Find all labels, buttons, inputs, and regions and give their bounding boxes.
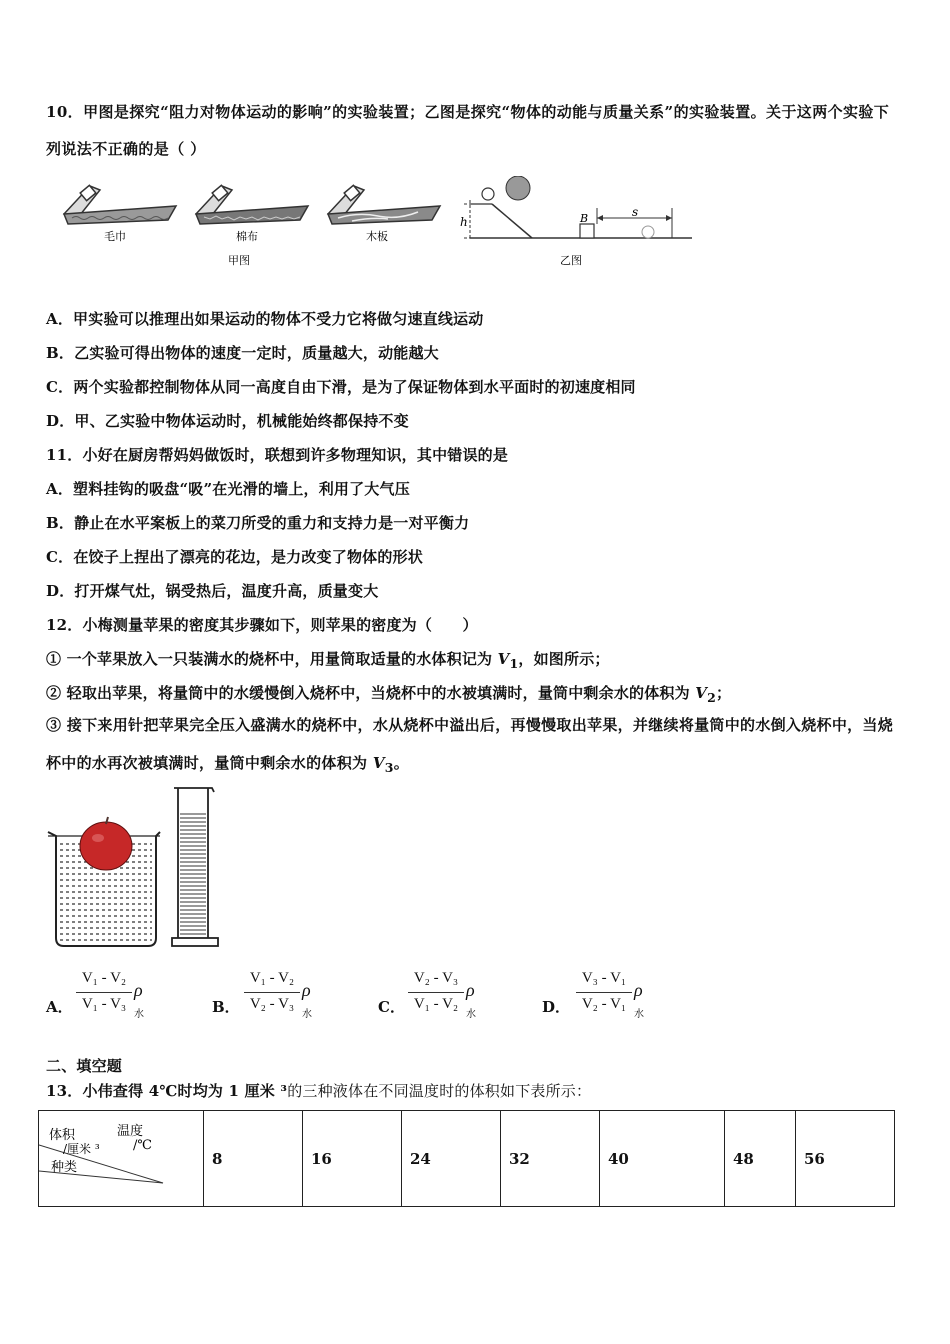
- corner-temp-unit: /℃: [133, 1138, 152, 1153]
- right-figure-caption: 乙图: [560, 254, 582, 267]
- temp-cell: 32: [501, 1111, 600, 1207]
- corner-temp-label: 温度: [117, 1124, 144, 1139]
- s-label: s: [632, 205, 639, 219]
- q10-option-a: A．甲实验可以推理出如果运动的物体不受力它将做匀速直线运动: [46, 310, 484, 328]
- graduated-cylinder-figure: [172, 788, 218, 946]
- q12-figure: [44, 784, 234, 952]
- document-page: 10．甲图是探究“阻力对物体运动的影响”的实验装置；乙图是探究“物体的动能与质量关系”的实验装置。关于这两个实验下列说法不正确的是（ ） 毛巾 棉布 木板 甲图 h s B 乙图 A．甲实验可以推理出如果运动的物体不受力它将做匀速直线运动 B．乙实验可得出物体的速度一定时，质量越大，动能越大 C．两个实验都控制物体从同一高度自由下滑，是为了保证物体到水平面时的初速度相同 D．甲、乙实验中物体运动时，机械能始终都保持不变 11．小好在厨房帮妈妈做饭时，联想到许多物理知识，其中错误的是 A．塑料挂钩的吸盘“吸”在光滑的墙上，利用了大气压 B．静止在水平案板上的菜刀所受的重力和支持力是一对平衡力 C．在饺子上捏出了漂亮的花边，是力改变了物体的形状 D．打开煤气灶，锅受热后，温度升高，质量变大 12．小梅测量苹果的密度其步骤如下，则苹果的密度为（ ） ① 一个苹果放入一只装满水的烧杯中，用量筒取适量的水体积记为 $V_1$，如图所示； ② 轻取出苹果，将量筒中的水缓慢倒入烧杯中，当烧杯中的水被填满时，量筒中剩余水的体积为 $V_2$； ③ 接下来用针把苹果完全压入盛满水的烧杯中，水从烧杯中溢出后，再慢慢取出苹果，并继续将量筒中的水倒入烧杯中，当烧杯中的水再次被填满时，量筒中剩余水的体积为 $V_3$。 A． V₁ - V₂ V₁ - V₃ ρ水 B． V₁ - V₂ V₂ - V₃ ρ水 C． V₂ - V₃ V₁ - V₂ ρ水 D． V₃ - V₁ V₂ - V₁ ρ水 二、填空题 13．小伟查得 4℃时均为 1 厘米 ³的三种液体在不同温度时的体积如下表所示： 温度 /℃ 体积 /厘米 ³ 种类 8 16 24 32 40 48 56: [0, 0, 950, 1344]
- h-label: h: [460, 215, 468, 229]
- corner-volume-label: 体积: [49, 1128, 76, 1143]
- q11-option-b: B．静止在水平案板上的菜刀所受的重力和支持力是一对平衡力: [46, 514, 470, 532]
- corner-kind-label: 种类: [51, 1160, 78, 1175]
- temp-cell: 16: [303, 1111, 402, 1207]
- apple-figure: [80, 817, 132, 870]
- q10-figure: [52, 176, 712, 276]
- q11-option-c: C．在饺子上捏出了漂亮的花边，是力改变了物体的形状: [46, 548, 423, 566]
- q10-option-d: D．甲、乙实验中物体运动时，机械能始终都保持不变: [46, 412, 409, 430]
- q10-stem: 10．甲图是探究“阻力对物体运动的影响”的实验装置；乙图是探究“物体的动能与质量关系”的实验装置。关于这两个实验下列说法不正确的是（ ）: [46, 103, 890, 158]
- q12-step-1: ① 一个苹果放入一只装满水的烧杯中，用量筒取适量的水体积记为 $V_1$，如图所示；: [46, 650, 610, 671]
- temp-cell: 56: [796, 1111, 895, 1207]
- temp-cell: 40: [600, 1111, 725, 1207]
- left-figure-caption: 甲图: [228, 254, 250, 267]
- q12-option-a-letter: A．: [46, 998, 73, 1016]
- board-label: 木板: [366, 230, 388, 243]
- q12-option-d-letter: D．: [542, 998, 571, 1016]
- b-label: B: [580, 212, 589, 225]
- towel-label: 毛巾: [104, 230, 126, 243]
- q12-step-2: ② 轻取出苹果，将量筒中的水缓慢倒入烧杯中，当烧杯中的水被填满时，量筒中剩余水的体积为 $V_2$；: [46, 684, 732, 705]
- section-heading: 二、填空题: [46, 1057, 123, 1075]
- table-corner-cell: [39, 1111, 204, 1207]
- corner-volume-unit: /厘米 ³: [63, 1142, 100, 1156]
- q13-table: [38, 1110, 895, 1207]
- temp-cell: 24: [402, 1111, 501, 1207]
- q11-option-d: D．打开煤气灶，锅受热后，温度升高，质量变大: [46, 582, 379, 600]
- q10-option-b: B．乙实验可得出物体的速度一定时，质量越大，动能越大: [46, 344, 439, 362]
- q11-stem: 11．小好在厨房帮妈妈做饭时，联想到许多物理知识，其中错误的是: [46, 446, 509, 464]
- q12-step-3: ③ 接下来用针把苹果完全压入盛满水的烧杯中，水从烧杯中溢出后，再慢慢取出苹果，并继续将量筒中的水倒入烧杯中，当烧杯中的水再次被填满时，量筒中剩余水的体积为 $V_3$。: [46, 716, 894, 775]
- temp-cell: 8: [204, 1111, 303, 1207]
- q12-option-c-letter: C．: [378, 998, 405, 1016]
- q13-stem: 13．小伟查得 4℃时均为 1 厘米 ³的三种液体在不同温度时的体积如下表所示：: [46, 1082, 592, 1100]
- q12-option-b-letter: B．: [212, 998, 240, 1016]
- q12-stem: 12．小梅测量苹果的密度其步骤如下，则苹果的密度为（ ）: [46, 616, 478, 634]
- table-row: [39, 1111, 895, 1207]
- temp-cell: 48: [725, 1111, 796, 1207]
- q10-option-c: C．两个实验都控制物体从同一高度自由下滑，是为了保证物体到水平面时的初速度相同: [46, 378, 636, 396]
- cotton-label: 棉布: [236, 230, 258, 243]
- q11-option-a: A．塑料挂钩的吸盘“吸”在光滑的墙上，利用了大气压: [46, 480, 410, 498]
